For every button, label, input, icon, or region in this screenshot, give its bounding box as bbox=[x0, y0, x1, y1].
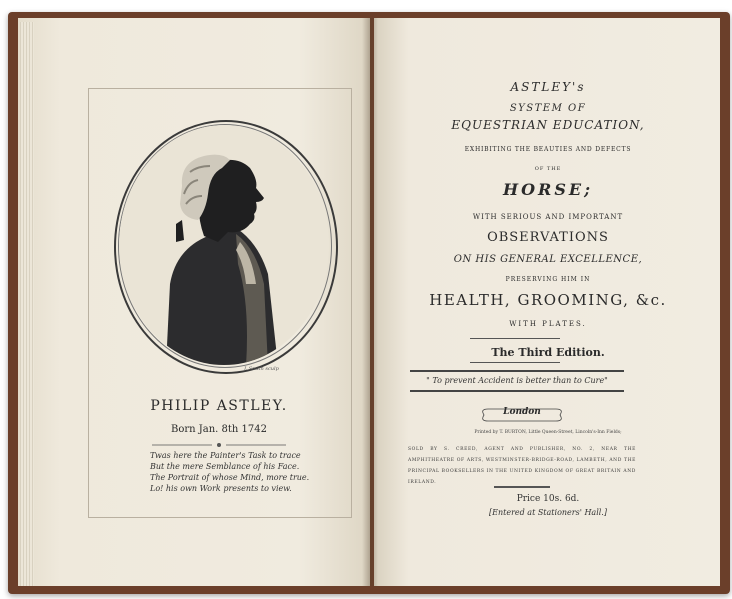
portrait-verse bbox=[150, 450, 330, 494]
title-exhibiting: EXHIBITING THE BEAUTIES AND DEFECTS bbox=[464, 146, 632, 153]
title-serious: WITH SERIOUS AND IMPORTANT bbox=[472, 213, 624, 221]
verse-line: Twas here the Painter's Task to trace bbox=[150, 451, 301, 460]
verse-line: But the mere Semblance of his Face. bbox=[150, 462, 300, 471]
title-observations: OBSERVATIONS bbox=[487, 230, 609, 245]
birth-date: Born Jan. 8th 1742 bbox=[171, 424, 267, 435]
title-astleys: ASTLEY's bbox=[510, 80, 586, 94]
printer-line: Printed by T. BURTON, Little Queen-Street, Lincoln's-Inn Fields; bbox=[474, 430, 622, 435]
portrait-name: PHILIP ASTLEY. bbox=[150, 398, 288, 414]
gutter-shadow bbox=[362, 18, 378, 586]
title-system-of: SYSTEM OF bbox=[509, 103, 587, 114]
silhouette-portrait bbox=[118, 124, 330, 366]
verse-line: Lo! his own Work presents to view. bbox=[150, 484, 292, 493]
edition-statement: The Third Edition. bbox=[491, 346, 605, 359]
verse-line: The Portrait of whose Mind, more true. bbox=[150, 473, 310, 482]
title-preserving: PRESERVING HIM IN bbox=[505, 276, 591, 283]
imprint-place: London bbox=[503, 407, 541, 417]
title-of-the: OF THE bbox=[534, 166, 562, 172]
entered-stationers-hall: [Entered at Stationers' Hall.] bbox=[489, 508, 607, 517]
price: Price 10s. 6d. bbox=[516, 494, 580, 504]
rule-below-edition bbox=[470, 362, 560, 363]
seller-line: SOLD BY S. CREED, AGENT AND PUBLISHER, NO. 2, NEAR THE AMPHITHEATRE OF ARTS, WESTMINSTER-BRIDGE-ROAD, LAMBETH, AND THE PRINCIPAL BOOKSELLERS IN THE UNITED KINGDOM OF GREAT BRITAIN AND IRELAND. bbox=[408, 447, 636, 485]
title-general-excellence: ON HIS GENERAL EXCELLENCE, bbox=[453, 254, 643, 265]
title-health-grooming: HEALTH, GROOMING, &c. bbox=[429, 291, 667, 309]
motto: " To prevent Accident is better than to Cure" bbox=[426, 376, 608, 385]
motto-rule-bottom bbox=[410, 390, 624, 392]
title-with-plates: WITH PLATES. bbox=[509, 320, 587, 328]
title-horse: HORSE; bbox=[502, 180, 593, 199]
motto-rule-top bbox=[410, 370, 624, 372]
rule-above-edition bbox=[470, 338, 560, 339]
ornament-rule bbox=[152, 442, 286, 448]
page-edges bbox=[20, 22, 34, 586]
title-equestrian-education: EQUESTRIAN EDUCATION, bbox=[451, 118, 645, 132]
price-rule bbox=[494, 486, 550, 488]
engraver-credit: J. Smith sculp bbox=[244, 366, 279, 372]
